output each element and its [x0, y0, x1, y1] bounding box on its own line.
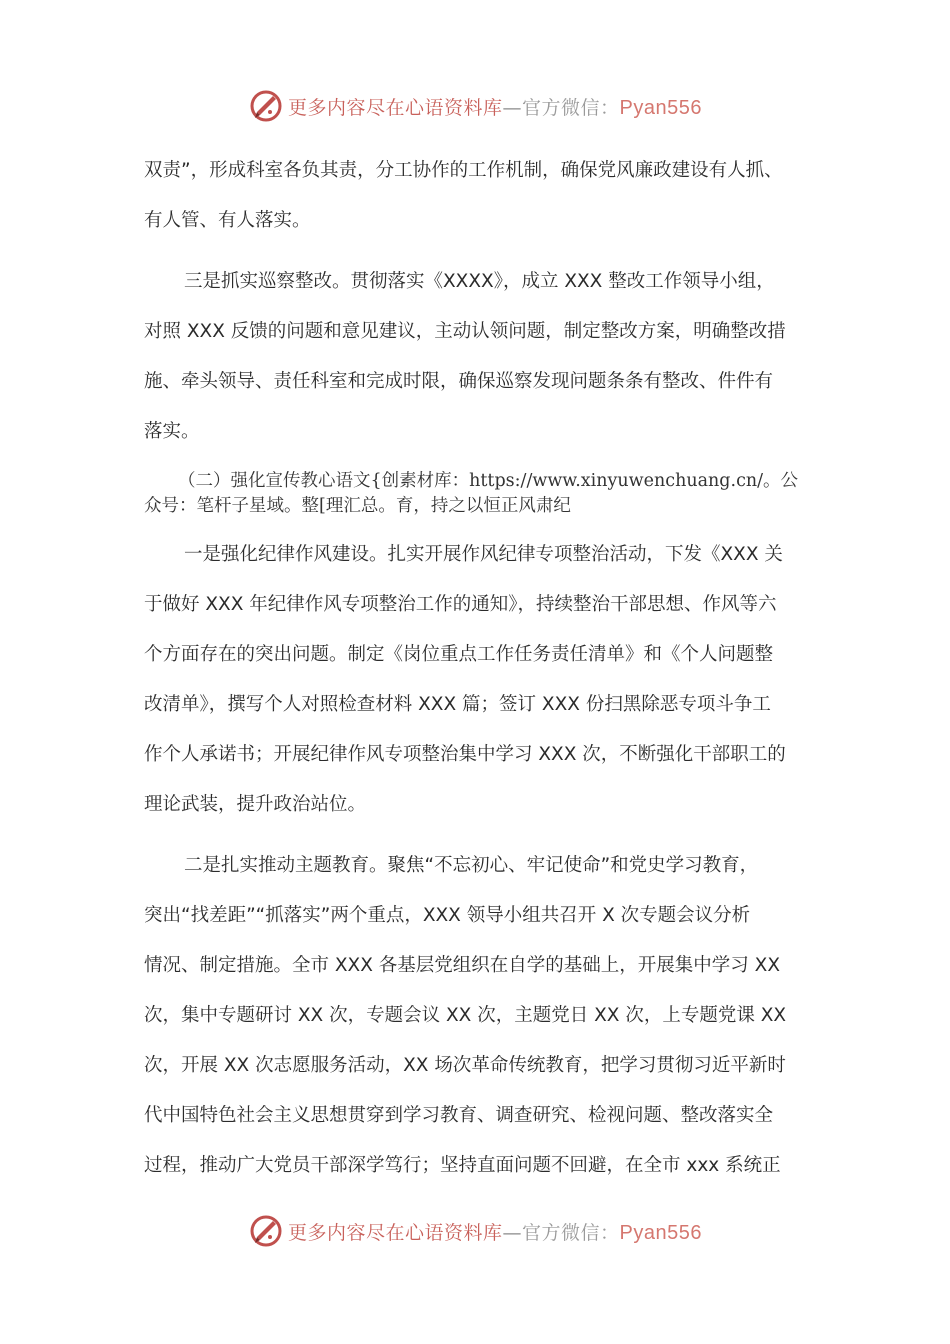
banner-main-text: 更多内容尽在心语资料库: [288, 96, 503, 119]
section-heading-line-2: 众号：笔杆子星域。整[理汇总。育，持之以恒正风肃纪: [144, 496, 571, 516]
p4-line-6: 代中国特色社会主义思想贯穿到学习教育、调查研究、检视问题、整改落实全: [144, 1105, 774, 1126]
p3-line-4: 改清单》，撰写个人对照检查材料 XXX 篇；签订 XXX 份扫黑除恶专项斗争工: [144, 694, 771, 715]
p4-line-4: 次，集中专题研讨 XX 次，专题会议 XX 次，主题党日 XX 次，上专题党课 XX: [144, 1005, 787, 1026]
p1-line-1: 双责”，形成科室各负其责，分工协作的工作机制，确保党风廉政建设有人抓、: [144, 160, 783, 181]
pen-logo-icon: [248, 88, 284, 124]
banner-label: 官方微信：: [522, 96, 620, 119]
banner-wechat-id: Pyan556: [619, 1221, 702, 1244]
p2-line-1: 三是抓实巡察整改。贯彻落实《XXXX》，成立 XXX 整改工作领导小组，: [184, 271, 775, 292]
p2-line-2: 对照 XXX 反馈的问题和意见建议，主动认领问题，制定整改方案，明确整改措: [144, 321, 786, 342]
footer-watermark-banner: [0, 1211, 950, 1251]
section-heading-line-1: （二）强化宣传教心语文{创素材库：https://www.xinyuwenchuang.cn/。公: [178, 471, 799, 491]
banner-main-text: 更多内容尽在心语资料库: [288, 1221, 503, 1244]
banner-text: [288, 1218, 702, 1245]
p4-line-5: 次，开展 XX 次志愿服务活动，XX 场次革命传统教育，把学习贯彻习近平新时: [144, 1055, 786, 1076]
p4-line-3: 情况、制定措施。全市 XXX 各基层党组织在自学的基础上，开展集中学习 XX: [144, 955, 781, 976]
p3-line-2: 于做好 XXX 年纪律作风专项整治工作的通知》，持续整治干部思想、作风等六: [144, 594, 777, 615]
banner-label: 官方微信：: [522, 1221, 620, 1244]
pen-logo-icon: [248, 1213, 284, 1249]
p1-line-2: 有人管、有人落实。: [144, 210, 311, 231]
p4-line-7: 过程，推动广大党员干部深学笃行；坚持直面问题不回避，在全市 xxx 系统正: [144, 1155, 781, 1176]
p2-line-3: 施、牵头领导、责任科室和完成时限，确保巡察发现问题条条有整改、件件有: [144, 371, 774, 392]
header-watermark-banner: [0, 86, 950, 126]
p3-line-5: 作个人承诺书；开展纪律作风专项整治集中学习 XXX 次，不断强化干部职工的: [144, 744, 786, 765]
p3-line-6: 理论武装，提升政治站位。: [144, 794, 367, 815]
banner-text: [288, 93, 702, 120]
p2-line-4: 落实。: [144, 421, 200, 442]
banner-wechat-id: Pyan556: [619, 96, 702, 119]
p3-line-3: 个方面存在的突出问题。制定《岗位重点工作任务责任清单》和《个人问题整: [144, 644, 774, 665]
p3-line-1: 一是强化纪律作风建设。扎实开展作风纪律专项整治活动，下发《XXX 关: [184, 544, 783, 565]
p4-line-1: 二是扎实推动主题教育。聚焦“不忘初心、牢记使命”和党史学习教育，: [184, 855, 759, 876]
p4-line-2: 突出“找差距”“抓落实”两个重点，XXX 领导小组共召开 X 次专题会议分析: [144, 905, 751, 926]
banner-dash: —: [502, 96, 523, 119]
banner-dash: —: [502, 1221, 523, 1244]
